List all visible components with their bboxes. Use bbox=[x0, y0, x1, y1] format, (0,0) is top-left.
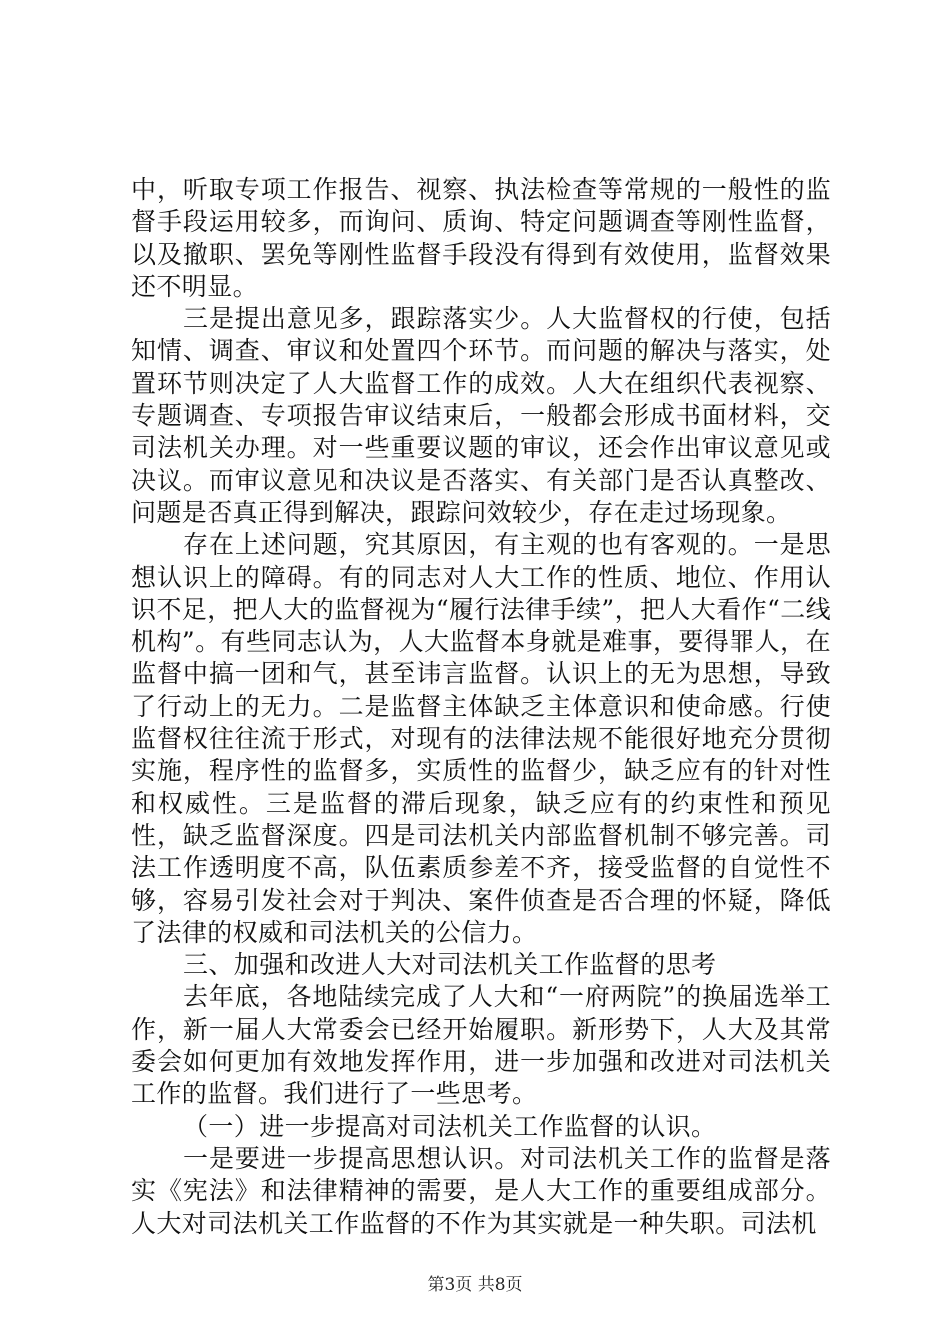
paragraph-4: 去年底，各地陆续完成了人大和“一府两院”的换届选举工作，新一届人大常委会已经开始履职。新形势下，人大及其常委会如何更加有效地发挥作用，进一步加强和改进对司法机关工作的监督。我们进行了一些思考。 bbox=[131, 982, 831, 1109]
section-heading: 三、加强和改进人大对司法机关工作监督的思考 bbox=[183, 950, 717, 980]
subsection-heading: （一）进一步提高对司法机关工作监督的认识。 bbox=[183, 1111, 717, 1141]
page-footer: 第3页 共8页 bbox=[427, 1275, 523, 1295]
paragraph-5: 一是要进一步提高思想认识。对司法机关工作的监督是落实《宪法》和法律精神的需要，是人大工作的重要组成部分。人大对司法机关工作监督的不作为其实就是一种失职。司法机 bbox=[131, 1143, 831, 1238]
paragraph-3: 存在上述问题，究其原因，有主观的也有客观的。一是思想认识上的障碍。有的同志对人大工作的性质、地位、作用认识不足，把人大的监督视为“履行法律手续”，把人大看作“二线机构”。有些同志认为，人大监督本身就是难事，要得罪人，在监督中搞一团和气，甚至讳言监督。认识上的无为思想，导致了行动上的无力。二是监督主体缺乏主体意识和使命感。行使监督权往往流于形式，对现有的法律法规不能很好地充分贯彻实施，程序性的监督多，实质性的监督少，缺乏应有的针对性和权威性。三是监督的滞后现象，缺乏应有的约束性和预见性，缺乏监督深度。四是司法机关内部监督机制不够完善。司法工作透明度不高，队伍素质参差不齐，接受监督的自觉性不够，容易引发社会对于判决、案件侦查是否合理的怀疑，降低了法律的权威和司法机关的公信力。 bbox=[131, 530, 831, 947]
document-body bbox=[131, 174, 831, 1240]
paragraph-1: 中，听取专项工作报告、视察、执法检查等常规的一般性的监督手段运用较多，而询问、质询、特定问题调查等刚性监督，以及撤职、罢免等刚性监督手段没有得到有效使用，监督效果还不明显。 bbox=[131, 175, 831, 301]
paragraph-2: 三是提出意见多，跟踪落实少。人大监督权的行使，包括知情、调查、审议和处置四个环节。而问题的解决与落实，处置环节则决定了人大监督工作的成效。人大在组织代表视察、专题调查、专项报告审议结束后，一般都会形成书面材料，交司法机关办理。对一些重要议题的审议，还会作出审议意见或决议。而审议意见和决议是否落实、有关部门是否认真整改、问题是否真正得到解决，跟踪问效较少，存在走过场现象。 bbox=[131, 304, 831, 527]
